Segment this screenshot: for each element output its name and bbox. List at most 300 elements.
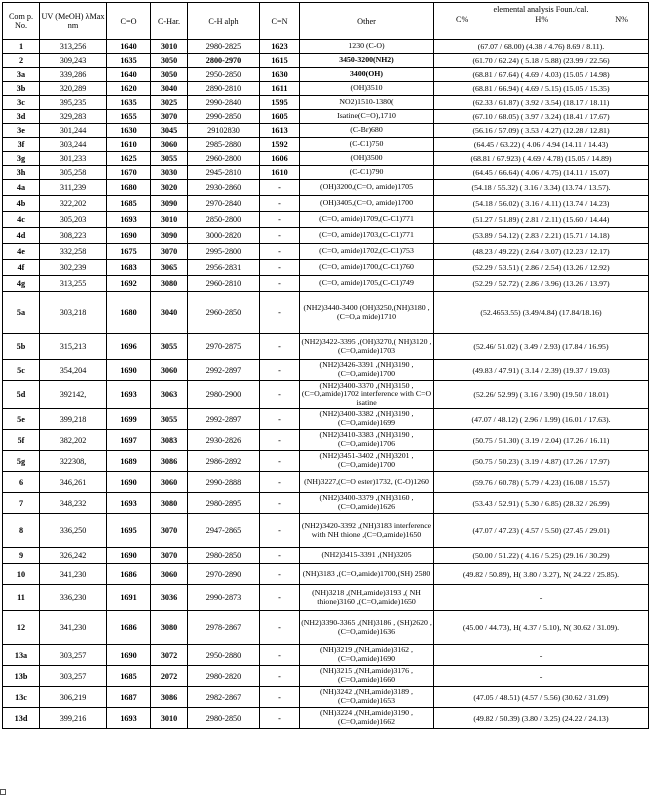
cell-comp: 12 xyxy=(3,611,40,645)
cell-ch-har: 3045 xyxy=(151,124,188,138)
table-row xyxy=(3,585,649,611)
cell-comp: 5f xyxy=(3,430,40,451)
cell-co: 1692 xyxy=(107,276,151,292)
cell-comp: 4a xyxy=(3,180,40,196)
cell-other: (C=O, amide)1709,(C-C1)771 xyxy=(300,212,434,228)
cell-elemental: - xyxy=(434,645,649,666)
cell-co: 1635 xyxy=(107,54,151,68)
cell-elemental: (47.07 / 47.23) ( 4.57 / 5.50) (27.45 / 29.01) xyxy=(434,514,649,548)
cell-ch-har: 3090 xyxy=(151,228,188,244)
cell-comp: 5e xyxy=(3,409,40,430)
table-row xyxy=(3,180,649,196)
cell-elemental: (59.76 / 60.78) ( 5.79 / 4.23) (16.08 / 15.57) xyxy=(434,472,649,493)
cell-comp: 3c xyxy=(3,96,40,110)
cell-elemental: (54.18 / 55.32) ( 3.16 / 3.34) (13.74 / 13.57). xyxy=(434,180,649,196)
cell-ch-alph: 29102830 xyxy=(188,124,260,138)
cell-cn: - xyxy=(260,687,300,708)
cell-uv: 341,230 xyxy=(40,564,107,585)
cell-uv: 322,202 xyxy=(40,196,107,212)
cell-other: (NH)3224 ,(NH,amide)3190 ,(C=O,amide)1662 xyxy=(300,708,434,729)
cell-ch-har: 3086 xyxy=(151,451,188,472)
cell-ch-har: 3055 xyxy=(151,334,188,360)
cell-cn: - xyxy=(260,493,300,514)
header-cn: C=N xyxy=(260,3,300,40)
cell-elemental: (68.81 / 67.64) ( 4.69 / 4.03) (15.05 / 14.98) xyxy=(434,68,649,82)
cell-ch-har: 3040 xyxy=(151,292,188,334)
cell-co: 1685 xyxy=(107,196,151,212)
cell-comp: 4f xyxy=(3,260,40,276)
cell-elemental: (68.81 / 67.923) ( 4.69 / 4.78) (15.05 / 14.89) xyxy=(434,152,649,166)
cell-ch-alph: 2960-2810 xyxy=(188,276,260,292)
cell-other: (NH2)3451-3402 ,(NH)3201 ,(C=O,amide)1700 xyxy=(300,451,434,472)
cell-ch-har: 3060 xyxy=(151,564,188,585)
cell-cn: - xyxy=(260,564,300,585)
cell-ch-alph: 2995-2800 xyxy=(188,244,260,260)
cell-uv: 332,258 xyxy=(40,244,107,260)
cell-comp: 3d xyxy=(3,110,40,124)
cell-cn: - xyxy=(260,708,300,729)
cell-elemental: (61.70 / 62.24) ( 5.18 / 5.88) (23.99 / 22.56) xyxy=(434,54,649,68)
cell-uv: 306,219 xyxy=(40,687,107,708)
cell-other: (NH2)3400-3379 ,(NH)3160 ,(C=O,amide)1626 xyxy=(300,493,434,514)
table-row xyxy=(3,292,649,334)
header-row xyxy=(3,3,649,40)
cell-ch-alph: 3000-2820 xyxy=(188,228,260,244)
cell-uv: 346,261 xyxy=(40,472,107,493)
header-elemental-sub xyxy=(434,14,648,24)
cell-uv: 336,230 xyxy=(40,585,107,611)
cell-elemental: (51.27 / 51.89) ( 2.81 / 2.11) (15.60 / 14.44) xyxy=(434,212,649,228)
cell-ch-alph: 2950-2850 xyxy=(188,68,260,82)
cell-comp: 3f xyxy=(3,138,40,152)
cell-other: (C=O, amide)1700,(C-C1)760 xyxy=(300,260,434,276)
cell-uv: 329,283 xyxy=(40,110,107,124)
cell-co: 1690 xyxy=(107,548,151,564)
cell-other: (NH2)3400-3370 ,(NH)3150 ,(C=O,amide)1702 interference with C=O isatine xyxy=(300,381,434,409)
cell-comp: 3e xyxy=(3,124,40,138)
cell-ch-har: 3055 xyxy=(151,152,188,166)
cell-uv: 303,218 xyxy=(40,292,107,334)
cell-elemental: (53.43 / 52.91) ( 5.30 / 6.85) (28.32 / 26.99) xyxy=(434,493,649,514)
cell-ch-alph: 2982-2867 xyxy=(188,687,260,708)
cell-comp: 4e xyxy=(3,244,40,260)
cell-other: Isatine(C=O),1710 xyxy=(300,110,434,124)
cell-ch-alph: 2850-2800 xyxy=(188,212,260,228)
cell-cn: - xyxy=(260,548,300,564)
table-row xyxy=(3,96,649,110)
cell-comp: 5a xyxy=(3,292,40,334)
cell-cn: 1606 xyxy=(260,152,300,166)
cell-ch-alph: 2992-2897 xyxy=(188,360,260,381)
cell-elemental: (49.83 / 47.91) ( 3.14 / 2.39) (19.37 / 19.03) xyxy=(434,360,649,381)
cell-elemental: (45.00 / 44.73), H( 4.37 / 5.10), N( 30.62 / 31.09). xyxy=(434,611,649,645)
table-row xyxy=(3,493,649,514)
cell-comp: 13d xyxy=(3,708,40,729)
header-co: C=O xyxy=(107,3,151,40)
cell-ch-alph: 2956-2831 xyxy=(188,260,260,276)
cell-uv: 305,203 xyxy=(40,212,107,228)
cell-comp: 4g xyxy=(3,276,40,292)
cell-ch-har: 3065 xyxy=(151,260,188,276)
cell-co: 1690 xyxy=(107,228,151,244)
cell-other: (NH)3242 ,(NH,amide)3189 ,(C=O,amide)1653 xyxy=(300,687,434,708)
cell-ch-alph: 2970-2890 xyxy=(188,564,260,585)
cell-cn: - xyxy=(260,244,300,260)
cell-co: 1693 xyxy=(107,381,151,409)
cell-uv: 322308, xyxy=(40,451,107,472)
cell-comp: 1 xyxy=(3,40,40,54)
cell-other: (C=O, amide)1703,(C-C1)771 xyxy=(300,228,434,244)
cell-ch-alph: 2980-2900 xyxy=(188,381,260,409)
table-row xyxy=(3,68,649,82)
cell-ch-har: 3070 xyxy=(151,244,188,260)
cell-comp: 13b xyxy=(3,666,40,687)
cell-elemental: (64.45 / 63.22) ( 4.06 / 4.94 (14.11 / 14.43) xyxy=(434,138,649,152)
cell-elemental: (52.26/ 52.99) ( 3.16 / 3.90) (19.50 / 18.01) xyxy=(434,381,649,409)
table-row xyxy=(3,82,649,96)
cell-other: (NH2)3426-3391 ,(NH)3190 ,(C=O,amide)1700 xyxy=(300,360,434,381)
cell-comp: 5b xyxy=(3,334,40,360)
cell-ch-alph: 2980-2820 xyxy=(188,666,260,687)
cell-uv: 326,242 xyxy=(40,548,107,564)
cell-cn: - xyxy=(260,180,300,196)
cell-ch-har: 2072 xyxy=(151,666,188,687)
cell-other: (NH)3218 ,(NH,amide)3193 ,( NH thione)3160 ,(C=O,amide)1650 xyxy=(300,585,434,611)
cell-comp: 5d xyxy=(3,381,40,409)
cell-comp: 7 xyxy=(3,493,40,514)
cell-ch-alph: 2992-2897 xyxy=(188,409,260,430)
cell-ch-alph: 2947-2865 xyxy=(188,514,260,548)
cell-elemental: (52.4653.55) (3.49/4.84) (17.84/18.16) xyxy=(434,292,649,334)
header-elemental-title: elemental analysis Foun./cal. xyxy=(493,5,589,14)
cell-ch-har: 3030 xyxy=(151,166,188,180)
cell-co: 1690 xyxy=(107,645,151,666)
cell-other: (NH)3219 ,(NH,amide)3162 ,(C=O,amide)1690 xyxy=(300,645,434,666)
table-row xyxy=(3,110,649,124)
cell-ch-har: 3086 xyxy=(151,687,188,708)
cell-co: 1683 xyxy=(107,260,151,276)
cell-other: (NH2)3390-3365 ,(NH)3186 , (SH)2620 ,(C=O,amide)1636 xyxy=(300,611,434,645)
cell-ch-har: 3083 xyxy=(151,430,188,451)
cell-uv: 311,239 xyxy=(40,180,107,196)
cell-co: 1693 xyxy=(107,708,151,729)
cell-co: 1695 xyxy=(107,514,151,548)
cell-comp: 10 xyxy=(3,564,40,585)
cell-uv: 395,235 xyxy=(40,96,107,110)
cell-other: (OH)3510 xyxy=(300,82,434,96)
cell-co: 1697 xyxy=(107,430,151,451)
table-row xyxy=(3,40,649,54)
cell-elemental: (52.29 / 52.72) ( 2.86 / 3.96) (13.26 / 13.97) xyxy=(434,276,649,292)
cell-cn: - xyxy=(260,472,300,493)
cell-ch-har: 3010 xyxy=(151,40,188,54)
cell-co: 1686 xyxy=(107,611,151,645)
cell-cn: - xyxy=(260,514,300,548)
cell-co: 1686 xyxy=(107,564,151,585)
cell-elemental: (47.05 / 48.51) (4.57 / 5.56) (30.62 / 31.09) xyxy=(434,687,649,708)
cell-cn: - xyxy=(260,228,300,244)
cell-ch-alph: 2800-2970 xyxy=(188,54,260,68)
cell-other: (C-Br)680 xyxy=(300,124,434,138)
cell-other: (C-C1)750 xyxy=(300,138,434,152)
spectral-data-table xyxy=(2,2,649,729)
table-row xyxy=(3,260,649,276)
cell-cn: - xyxy=(260,196,300,212)
table-row xyxy=(3,152,649,166)
header-n: N% xyxy=(615,15,628,24)
cell-elemental: (48.23 / 49.22) ( 2.64 / 3.07) (12.23 / 12.17) xyxy=(434,244,649,260)
cell-ch-har: 3020 xyxy=(151,180,188,196)
cell-cn: 1611 xyxy=(260,82,300,96)
cell-ch-har: 3072 xyxy=(151,645,188,666)
header-uv: UV (MeOH) λMax nm xyxy=(40,3,107,40)
cell-uv: 303,244 xyxy=(40,138,107,152)
cell-other: (OH)3405,(C=O, amide)1700 xyxy=(300,196,434,212)
cell-uv: 399,216 xyxy=(40,708,107,729)
cell-elemental: (47.07 / 48.12) ( 2.96 / 1.99) (16.01 / 17.63). xyxy=(434,409,649,430)
cell-elemental: (67.10 / 68.05) ( 3.97 / 3.24) (18.41 / 17.67) xyxy=(434,110,649,124)
table-row xyxy=(3,472,649,493)
cell-cn: - xyxy=(260,292,300,334)
cell-uv: 315,213 xyxy=(40,334,107,360)
cell-uv: 303,257 xyxy=(40,666,107,687)
cell-comp: 8 xyxy=(3,514,40,548)
cell-co: 1635 xyxy=(107,96,151,110)
table-row xyxy=(3,708,649,729)
cell-cn: 1613 xyxy=(260,124,300,138)
cell-uv: 313,255 xyxy=(40,276,107,292)
cell-ch-alph: 2950-2880 xyxy=(188,645,260,666)
cell-other: (NH2)3400-3382 ,(NH)3190 ,(C=O,amide)1699 xyxy=(300,409,434,430)
cell-cn: 1595 xyxy=(260,96,300,110)
table-row xyxy=(3,244,649,260)
table-row xyxy=(3,54,649,68)
cell-ch-alph: 2990-2888 xyxy=(188,472,260,493)
cell-ch-alph: 2990-2850 xyxy=(188,110,260,124)
cell-cn: - xyxy=(260,645,300,666)
cell-ch-alph: 2978-2867 xyxy=(188,611,260,645)
cell-uv: 382,202 xyxy=(40,430,107,451)
cell-ch-har: 3040 xyxy=(151,82,188,96)
cell-co: 1670 xyxy=(107,166,151,180)
cell-cn: - xyxy=(260,409,300,430)
table-row xyxy=(3,124,649,138)
cell-ch-har: 3080 xyxy=(151,611,188,645)
cell-comp: 4c xyxy=(3,212,40,228)
cell-ch-har: 3070 xyxy=(151,514,188,548)
cell-ch-har: 3060 xyxy=(151,138,188,152)
cell-other: (NH2)3422-3395 ,(OH)3270,( NH)3120 ,(C=O,amide)1703 xyxy=(300,334,434,360)
cell-comp: 3g xyxy=(3,152,40,166)
cell-comp: 4d xyxy=(3,228,40,244)
cell-cn: - xyxy=(260,585,300,611)
cell-co: 1630 xyxy=(107,124,151,138)
cell-cn: 1592 xyxy=(260,138,300,152)
cell-other: (NH)3215 ,(NH,amide)3176 ,(C=O,amide)1660 xyxy=(300,666,434,687)
cell-cn: - xyxy=(260,334,300,360)
table-row xyxy=(3,228,649,244)
cell-other: NO2)1510-1380( xyxy=(300,96,434,110)
cell-comp: 5g xyxy=(3,451,40,472)
cell-co: 1610 xyxy=(107,138,151,152)
cell-comp: 2 xyxy=(3,54,40,68)
cell-other: (NH2)3420-3392 ,(NH)3183 interference with NH thione ,(C=O,amide)1650 xyxy=(300,514,434,548)
cell-ch-alph: 2890-2810 xyxy=(188,82,260,96)
cell-co: 1655 xyxy=(107,110,151,124)
cell-co: 1640 xyxy=(107,40,151,54)
cell-other: 3450-3200(NH2) xyxy=(300,54,434,68)
cell-ch-alph: 2980-2895 xyxy=(188,493,260,514)
cell-uv: 392142, xyxy=(40,381,107,409)
table-row xyxy=(3,276,649,292)
header-ch-har: C-Har. xyxy=(151,3,188,40)
cell-cn: 1623 xyxy=(260,40,300,54)
cell-elemental: (54.18 / 56.02) ( 3.16 / 4.11) (13.74 / 14.23) xyxy=(434,196,649,212)
header-elemental xyxy=(434,3,649,40)
table-row xyxy=(3,334,649,360)
table-row xyxy=(3,138,649,152)
cell-elemental: (53.89 / 54.12) ( 2.83 / 2.21) (15.71 / 14.18) xyxy=(434,228,649,244)
cell-uv: 341,230 xyxy=(40,611,107,645)
cell-ch-har: 3010 xyxy=(151,212,188,228)
header-other: Other xyxy=(300,3,434,40)
cell-co: 1696 xyxy=(107,334,151,360)
cell-other: (OH)3200,(C=O, amide)1705 xyxy=(300,180,434,196)
cell-co: 1680 xyxy=(107,180,151,196)
cell-ch-har: 3036 xyxy=(151,585,188,611)
cell-ch-har: 3070 xyxy=(151,548,188,564)
cell-other: (NH2)3415-3391 ,(NH)3205 xyxy=(300,548,434,564)
header-h: H% xyxy=(535,15,549,24)
cell-co: 1620 xyxy=(107,82,151,96)
cell-uv: 313,256 xyxy=(40,40,107,54)
cell-elemental: - xyxy=(434,585,649,611)
cell-elemental: (56.16 / 57.09) ( 3.53 / 4.27) (12.28 / 12.81) xyxy=(434,124,649,138)
cell-elemental: (64.45 / 66.64) ( 4.06 / 4.75) (14.11 / 15.07) xyxy=(434,166,649,180)
cell-cn: 1615 xyxy=(260,54,300,68)
cell-comp: 3b xyxy=(3,82,40,96)
cell-elemental: - xyxy=(434,666,649,687)
header-c: C% xyxy=(456,15,469,24)
cell-ch-alph: 2970-2875 xyxy=(188,334,260,360)
cell-ch-alph: 2990-2840 xyxy=(188,96,260,110)
cell-comp: 11 xyxy=(3,585,40,611)
cell-other: (NH2)3440-3400 (OH)3250,(NH)3180 ,(C=O,a mide)1710 xyxy=(300,292,434,334)
header-comp: Com p. No. xyxy=(3,3,40,40)
cell-ch-har: 3090 xyxy=(151,196,188,212)
table-row xyxy=(3,687,649,708)
cell-co: 1687 xyxy=(107,687,151,708)
cell-elemental: (62.33 / 61.87) ( 3.92 / 3.54) (18.17 / 18.11) xyxy=(434,96,649,110)
cell-cn: - xyxy=(260,666,300,687)
cell-elemental: (49.82 / 50.39) (3.80 / 3.25) (24.22 / 24.13) xyxy=(434,708,649,729)
cell-ch-har: 3070 xyxy=(151,110,188,124)
cell-cn: 1610 xyxy=(260,166,300,180)
table-row xyxy=(3,645,649,666)
cell-ch-alph: 2945-2810 xyxy=(188,166,260,180)
cell-ch-alph: 2986-2892 xyxy=(188,451,260,472)
cell-elemental: (49.82 / 50.89), H( 3.80 / 3.27), N( 24.22 / 25.85). xyxy=(434,564,649,585)
cell-ch-har: 3063 xyxy=(151,381,188,409)
table-row xyxy=(3,196,649,212)
cell-uv: 309,243 xyxy=(40,54,107,68)
cell-uv: 354,204 xyxy=(40,360,107,381)
cell-uv: 336,250 xyxy=(40,514,107,548)
cell-co: 1691 xyxy=(107,585,151,611)
cell-ch-har: 3060 xyxy=(151,360,188,381)
cell-ch-har: 3050 xyxy=(151,54,188,68)
table-row xyxy=(3,514,649,548)
cell-comp: 3h xyxy=(3,166,40,180)
cell-ch-alph: 2930-2860 xyxy=(188,180,260,196)
cell-uv: 301,244 xyxy=(40,124,107,138)
cell-ch-alph: 2990-2873 xyxy=(188,585,260,611)
cell-cn: - xyxy=(260,360,300,381)
cell-cn: - xyxy=(260,430,300,451)
cell-ch-alph: 2985-2880 xyxy=(188,138,260,152)
cell-other: (C=O, amide)1705,(C-C1)749 xyxy=(300,276,434,292)
cell-co: 1699 xyxy=(107,409,151,430)
cell-uv: 303,257 xyxy=(40,645,107,666)
cell-comp: 13a xyxy=(3,645,40,666)
cell-ch-alph: 2980-2825 xyxy=(188,40,260,54)
cell-ch-alph: 2960-2850 xyxy=(188,292,260,334)
cell-ch-alph: 2970-2840 xyxy=(188,196,260,212)
table-row xyxy=(3,564,649,585)
table-row xyxy=(3,451,649,472)
cell-elemental: (50.75 / 51.30) ( 3.19 / 2.04) (17.26 / 16.11) xyxy=(434,430,649,451)
cell-cn: - xyxy=(260,260,300,276)
cell-ch-har: 3060 xyxy=(151,472,188,493)
cell-ch-har: 3055 xyxy=(151,409,188,430)
cell-elemental: (50.75 / 50.23) ( 3.19 / 4.87) (17.26 / 17.97) xyxy=(434,451,649,472)
cell-comp: 6 xyxy=(3,472,40,493)
cell-uv: 339,286 xyxy=(40,68,107,82)
cell-other: (OH)3500 xyxy=(300,152,434,166)
cell-ch-har: 3080 xyxy=(151,493,188,514)
corner-marker xyxy=(0,789,6,795)
cell-cn: 1630 xyxy=(260,68,300,82)
header-ch-alph: C-H alph xyxy=(188,3,260,40)
cell-cn: - xyxy=(260,611,300,645)
cell-cn: - xyxy=(260,381,300,409)
cell-cn: - xyxy=(260,276,300,292)
cell-uv: 348,232 xyxy=(40,493,107,514)
cell-elemental: (68.81 / 66.94) ( 4.69 / 5.15) (15.05 / 15.35) xyxy=(434,82,649,96)
cell-elemental: (52.29 / 53.51) ( 2.86 / 2.54) (13.26 / 12.92) xyxy=(434,260,649,276)
cell-comp: 4b xyxy=(3,196,40,212)
cell-co: 1640 xyxy=(107,68,151,82)
cell-co: 1690 xyxy=(107,360,151,381)
cell-co: 1693 xyxy=(107,493,151,514)
table-row xyxy=(3,166,649,180)
cell-other: (NH)3227,(C=O ester)1732, (C-O)1260 xyxy=(300,472,434,493)
cell-cn: - xyxy=(260,451,300,472)
cell-uv: 399,218 xyxy=(40,409,107,430)
cell-co: 1685 xyxy=(107,666,151,687)
cell-ch-alph: 2960-2800 xyxy=(188,152,260,166)
cell-co: 1625 xyxy=(107,152,151,166)
cell-co: 1680 xyxy=(107,292,151,334)
cell-other: (NH2)3410-3383 ,(NH)3190 ,(C=O,amide)1706 xyxy=(300,430,434,451)
cell-ch-har: 3080 xyxy=(151,276,188,292)
cell-cn: 1605 xyxy=(260,110,300,124)
table-row xyxy=(3,212,649,228)
cell-ch-har: 3025 xyxy=(151,96,188,110)
cell-elemental: (50.00 / 51.22) ( 4.16 / 5.25) (29.16 / 30.29) xyxy=(434,548,649,564)
table-row xyxy=(3,360,649,381)
cell-ch-har: 3050 xyxy=(151,68,188,82)
